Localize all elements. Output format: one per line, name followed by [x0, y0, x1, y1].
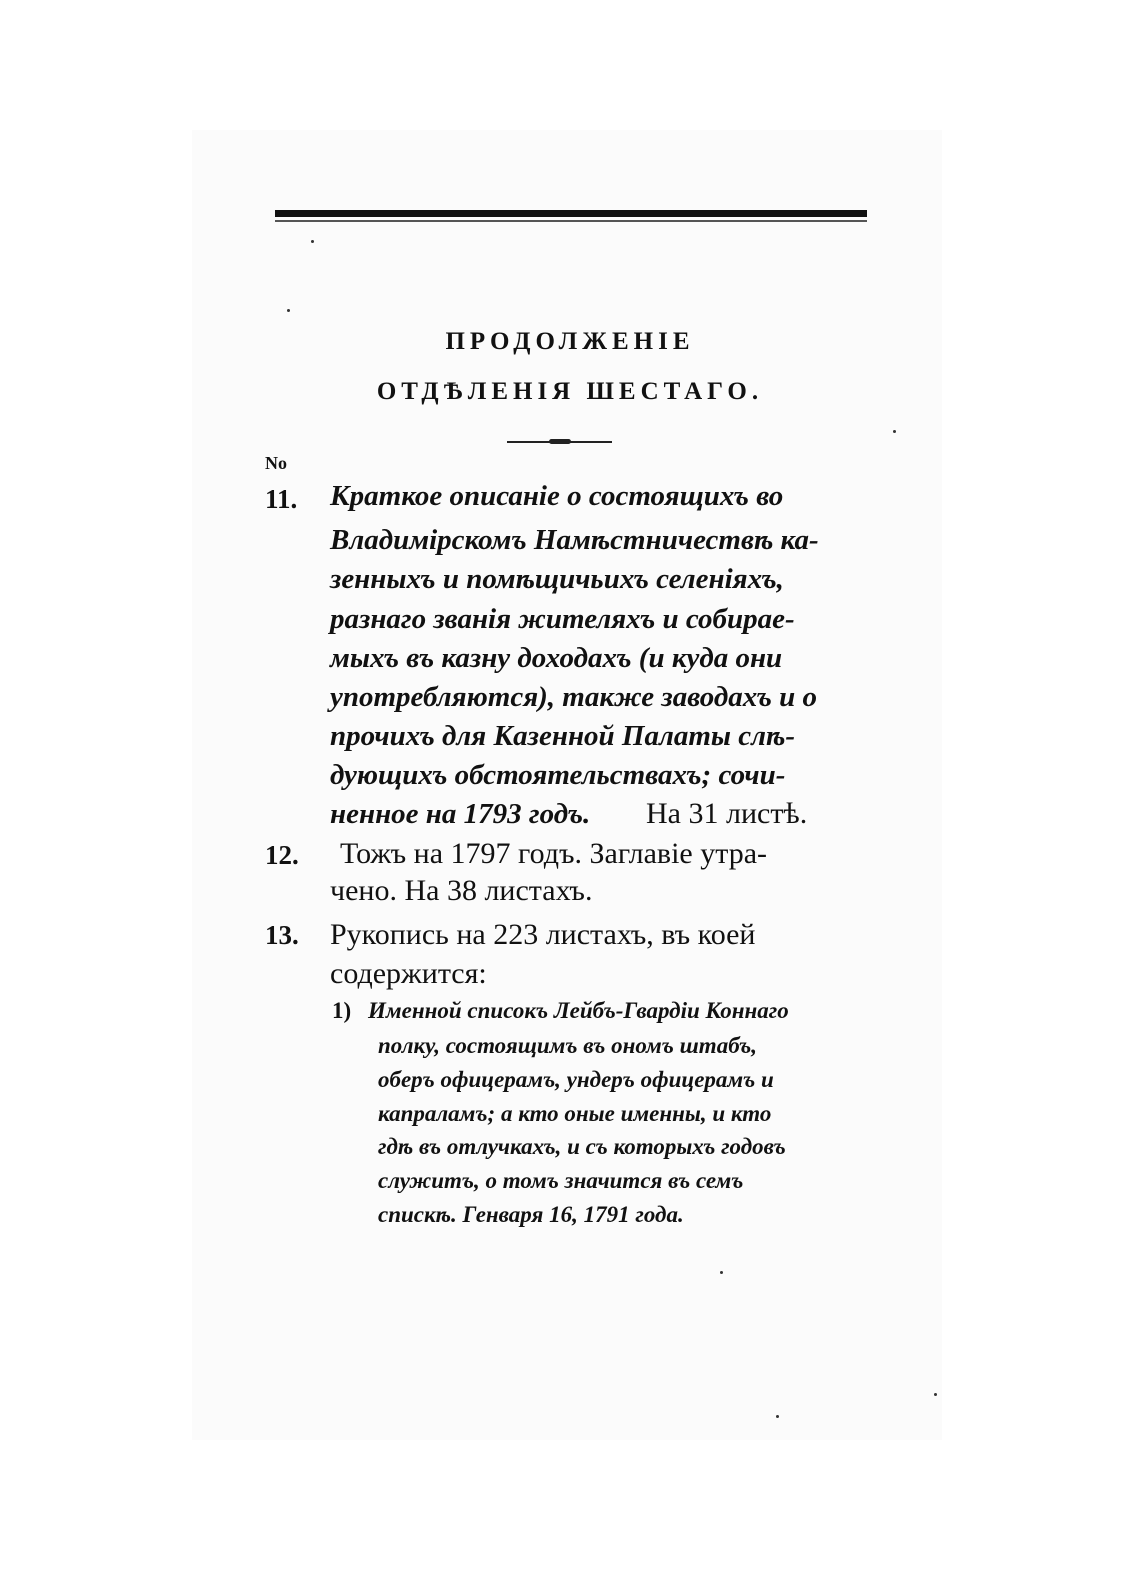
- entry-11-line-2: Владимірскомъ Намѣстничествѣ ка-: [330, 524, 819, 556]
- entry-number-13: 13.: [265, 920, 299, 950]
- entry-number-11: 11.: [265, 484, 298, 514]
- top-thin-rule: [275, 220, 867, 222]
- section-title-line2: ОТДѢЛЕНІЯ ШЕСТАГО.: [376, 378, 764, 405]
- scan-speck: [287, 309, 290, 312]
- entry-13-line-2: содержится:: [330, 957, 487, 990]
- entry-11-line-6: употребляются), также заводахъ и о: [330, 681, 817, 713]
- subitem-1-line-4: капраламъ; а кто оные именны, и кто: [378, 1101, 772, 1126]
- scan-speck: [720, 1271, 723, 1274]
- scan-speck: [893, 430, 896, 433]
- entry-11-line-3: зенныхъ и помѣщичьихъ селеніяхъ,: [330, 563, 784, 595]
- scan-speck: [776, 1415, 779, 1418]
- entry-12-line-1: Тожъ на 1797 годъ. Заглавіе утра-: [340, 837, 768, 870]
- subitem-1-line-7: спискѣ. Генваря 16, 1791 года.: [378, 1202, 684, 1227]
- entry-11-line-7: прочихъ для Казенной Палаты слѣ-: [330, 720, 796, 752]
- entry-11-line-1: Краткое описаніе о состоящихъ во: [330, 480, 784, 512]
- entry-11-line-9: ненное на 1793 годъ.: [330, 798, 591, 830]
- subitem-1-line-6: служитъ, о томъ значится въ семъ: [378, 1168, 744, 1193]
- entry-11-line-4: разнаго званія жителяхъ и собирае-: [330, 603, 795, 635]
- entry-13-line-1: Рукопись на 223 листахъ, въ коей: [330, 918, 756, 951]
- entry-number-12: 12.: [265, 840, 299, 870]
- entry-11-sheet-count: На 31 листѣ.: [646, 797, 808, 830]
- subitem-1-line-1: Именной списокъ Лейбъ-Гвардіи Коннаго: [368, 998, 789, 1023]
- section-title-line1: ПРОДОЛЖЕНІЕ: [445, 328, 695, 355]
- entry-11-line-5: мыхъ въ казну доходахъ (и куда они: [330, 642, 783, 674]
- scan-speck: [934, 1393, 937, 1396]
- entry-11-line-8: дующихъ обстоятельствахъ; сочи-: [330, 759, 786, 791]
- subitem-number-1: 1): [332, 998, 352, 1023]
- title-divider: [507, 441, 612, 443]
- entry-12-line-2: чено. На 38 листахъ.: [330, 874, 593, 907]
- subitem-1-line-3: оберъ офицерамъ, ундеръ офицерамъ и: [378, 1067, 774, 1092]
- number-column-label: No: [265, 453, 287, 473]
- top-ornamental-rule: [275, 210, 867, 217]
- scan-speck: [311, 240, 314, 243]
- subitem-1-line-5: гдѣ въ отлучкахъ, и съ которыхъ годовъ: [378, 1134, 786, 1159]
- subitem-1-line-2: полку, состоящимъ въ ономъ штабъ,: [378, 1033, 757, 1058]
